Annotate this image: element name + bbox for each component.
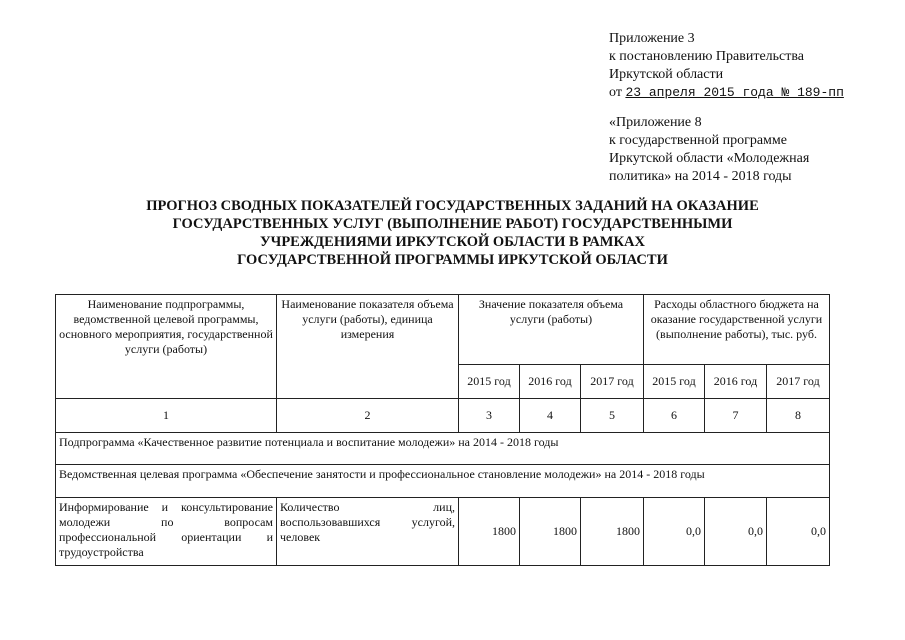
- appendix3-line3: Иркутской области: [609, 67, 724, 82]
- indicators-table: [55, 294, 830, 566]
- appendix8-line3: Иркутской области «Молодежная: [609, 151, 810, 166]
- title-line2: ГОСУДАРСТВЕННЫХ УСЛУГ (ВЫПОЛНЕНИЕ РАБОТ) ГОСУДАРСТВЕННЫМИ: [172, 216, 733, 232]
- departmental-program-cell: Ведомственная целевая программа «Обеспечение занятости и профессиональное становление молодежи» на 2014 - 2018 годы: [56, 465, 830, 498]
- value-cell: 1800: [520, 498, 581, 566]
- column-number: 1: [56, 399, 277, 433]
- value-cell: 1800: [459, 498, 520, 566]
- column-number: 8: [767, 399, 830, 433]
- appendix8-line4: политика» на 2014 - 2018 годы: [609, 169, 792, 184]
- year-cell: 2017 год: [767, 365, 830, 399]
- year-cell: 2016 год: [705, 365, 767, 399]
- date-value: 23 апреля 2015 года № 189-пп: [625, 85, 844, 100]
- column-number: 3: [459, 399, 520, 433]
- appendix-header: [609, 30, 844, 186]
- subprogram-cell: Подпрограмма «Качественное развитие потенциала и воспитание молодежи» на 2014 - 2018 годы: [56, 433, 830, 465]
- appendix3-date-line: [609, 84, 844, 102]
- year-cell: 2016 год: [520, 365, 581, 399]
- column-number: 7: [705, 399, 767, 433]
- value-cell: 1800: [581, 498, 644, 566]
- date-prefix: от: [609, 85, 622, 100]
- column-number: 5: [581, 399, 644, 433]
- year-cell: 2015 год: [459, 365, 520, 399]
- year-cell: 2017 год: [581, 365, 644, 399]
- document-title: [60, 197, 845, 269]
- year-cell: 2015 год: [644, 365, 705, 399]
- appendix3-line1: Приложение 3: [609, 31, 695, 46]
- appendix8-line2: к государственной программе: [609, 133, 787, 148]
- title-line1: ПРОГНОЗ СВОДНЫХ ПОКАЗАТЕЛЕЙ ГОСУДАРСТВЕННЫХ ЗАДАНИЙ НА ОКАЗАНИЕ: [146, 198, 759, 214]
- table-row: [56, 498, 830, 566]
- expense-cell: 0,0: [705, 498, 767, 566]
- column-number: 4: [520, 399, 581, 433]
- title-line3: УЧРЕЖДЕНИЯМИ ИРКУТСКОЙ ОБЛАСТИ В РАМКАХ: [260, 234, 645, 250]
- column-number: 2: [277, 399, 459, 433]
- appendix8-line1: «Приложение 8: [609, 115, 702, 130]
- expense-cell: 0,0: [767, 498, 830, 566]
- departmental-program-row: [56, 465, 830, 498]
- title-line4: ГОСУДАРСТВЕННОЙ ПРОГРАММЫ ИРКУТСКОЙ ОБЛАСТИ: [237, 252, 668, 268]
- header-col4: Расходы областного бюджета на оказание государственной услуги (выполнение работы), тыс. руб.: [644, 295, 830, 365]
- subprogram-row: [56, 433, 830, 465]
- expense-cell: 0,0: [644, 498, 705, 566]
- column-numbers-row: [56, 399, 830, 433]
- column-number: 6: [644, 399, 705, 433]
- header-col3: Значение показателя объема услуги (работы): [459, 295, 644, 365]
- header-col1: Наименование подпрограммы, ведомственной целевой программы, основного мероприятия, государственной услуги (работы): [56, 295, 277, 399]
- service-name-cell: Информирование и консультирование молодежи по вопросам профессиональной ориентации и трудоустройства: [56, 498, 277, 566]
- header-row: [56, 295, 830, 365]
- header-col2: Наименование показателя объема услуги (работы), единица измерения: [277, 295, 459, 399]
- appendix3-line2: к постановлению Правительства: [609, 49, 805, 64]
- indicator-name-cell: Количество лиц, воспользовавшихся услугой, человек: [277, 498, 459, 566]
